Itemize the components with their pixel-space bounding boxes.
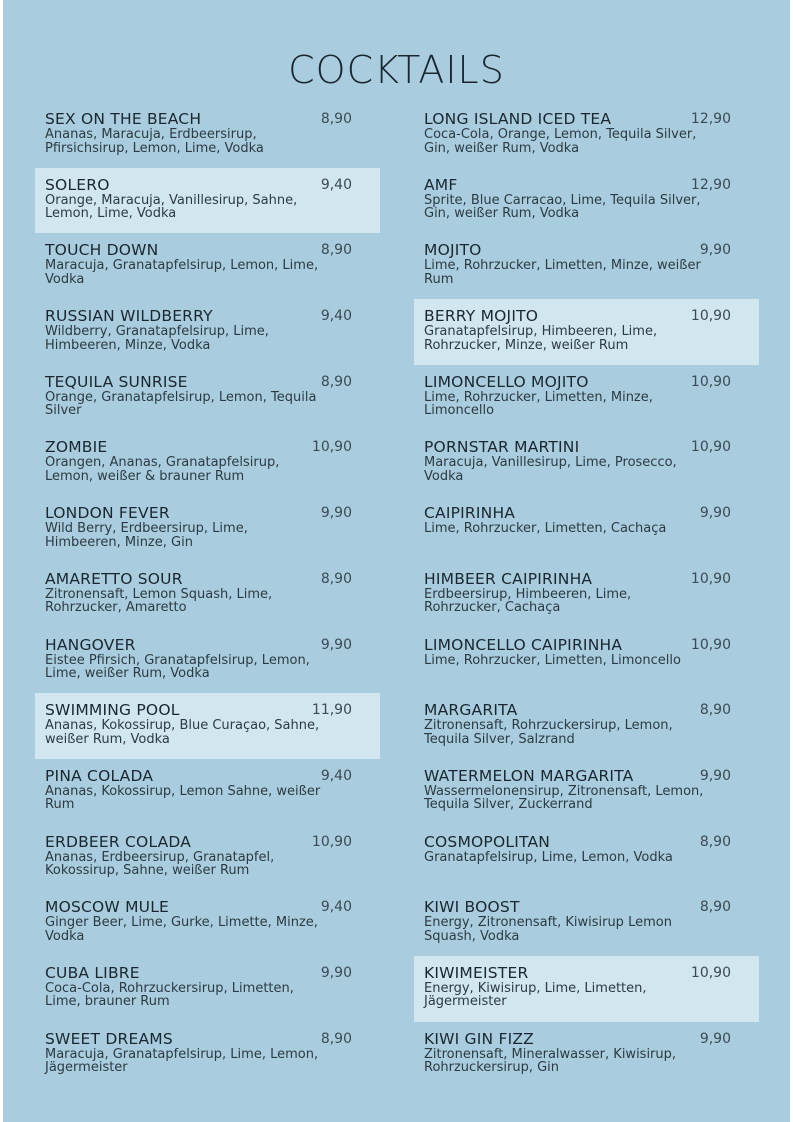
item-price: 12,90 xyxy=(690,176,731,193)
item-description: Coca-Cola, Orange, Lemon, Tequila Silver, Gin, weißer Rum, Vodka xyxy=(424,127,697,156)
menu-item xyxy=(35,825,380,891)
item-name: BERRY MOJITO xyxy=(424,307,539,326)
item-price: 9,90 xyxy=(699,767,731,784)
item-name: SWEET DREAMS xyxy=(45,1029,173,1048)
item-description: Sprite, Blue Carracao, Lime, Tequila Silver, Gin, weißer Rum, Vodka xyxy=(424,192,701,222)
left-column xyxy=(35,102,380,1087)
item-name: COSMOPOLITAN xyxy=(424,832,551,851)
item-description: Maracuja, Vanillesirup, Lime, Prosecco, Vodka xyxy=(424,455,677,484)
item-price: 10,90 xyxy=(690,570,731,587)
item-name: LIMONCELLO MOJITO xyxy=(424,372,589,391)
item-name: TEQUILA SUNRISE xyxy=(45,372,188,391)
item-price: 10,90 xyxy=(690,636,731,653)
item-description: Wildberry, Granatapfelsirup, Lime, Himbeeren, Minze, Vodka xyxy=(45,324,269,353)
item-description: Lime, Rohrzucker, Limetten, Limoncello xyxy=(424,652,681,668)
item-description: Lime, Rohrzucker, Limetten, Cachaça xyxy=(424,521,667,537)
item-description: Zitronensaft, Mineralwasser, Kiwisirup, Rohrzuckersirup, Gin xyxy=(424,1046,677,1076)
menu-item xyxy=(414,890,759,956)
item-price: 9,90 xyxy=(320,505,352,522)
menu-item xyxy=(414,693,759,759)
item-price: 9,40 xyxy=(320,767,352,784)
item-price: 10,90 xyxy=(690,439,731,456)
item-name: ERDBEER COLADA xyxy=(45,832,192,851)
menu-item xyxy=(414,825,759,891)
item-name: KIWI GIN FIZZ xyxy=(424,1029,534,1048)
item-price: 9,40 xyxy=(320,899,352,916)
item-description: Lime, Rohrzucker, Limetten, Minze, Limoncello xyxy=(424,389,653,419)
item-price: 9,90 xyxy=(320,964,352,981)
menu-item xyxy=(414,759,759,825)
item-price: 10,90 xyxy=(690,964,731,981)
item-description: Zitronensaft, Rohrzuckersirup, Lemon, Tequila Silver, Salzrand xyxy=(424,718,673,747)
menu-item xyxy=(35,628,380,694)
item-price: 9,90 xyxy=(699,1030,731,1047)
menu-item xyxy=(35,233,380,299)
item-description: Wassermelonensirup, Zitronensaft, Lemon, Tequila Silver, Zuckerrand xyxy=(424,783,704,813)
item-name: TOUCH DOWN xyxy=(45,241,159,260)
item-name: CAIPIRINHA xyxy=(424,504,516,523)
item-price: 8,90 xyxy=(320,1030,352,1047)
item-price: 9,90 xyxy=(320,636,352,653)
item-name: CUBA LIBRE xyxy=(45,963,140,982)
menu-item xyxy=(35,365,380,431)
item-name: SWIMMING POOL xyxy=(45,701,180,720)
item-description: Ginger Beer, Lime, Gurke, Limette, Minze, Vodka xyxy=(45,915,318,944)
item-description: Lime, Rohrzucker, Limetten, Minze, weißer Rum xyxy=(424,258,701,287)
item-name: HIMBEER CAIPIRINHA xyxy=(424,569,593,588)
item-name: LIMONCELLO CAIPIRINHA xyxy=(424,635,623,654)
item-name: KIWI BOOST xyxy=(424,898,520,917)
item-name: SOLERO xyxy=(45,175,110,194)
menu-item xyxy=(35,956,380,1022)
item-price: 8,90 xyxy=(699,702,731,719)
item-description: Maracuja, Granatapfelsirup, Lime, Lemon, Jägermeister xyxy=(45,1046,319,1076)
item-description: Granatapfelsirup, Lime, Lemon, Vodka xyxy=(424,849,673,865)
item-price: 8,90 xyxy=(320,373,352,390)
item-price: 9,90 xyxy=(699,242,731,259)
item-price: 10,90 xyxy=(311,439,352,456)
item-description: Maracuja, Granatapfelsirup, Lemon, Lime, Vodka xyxy=(45,258,319,287)
item-name: MOSCOW MULE xyxy=(45,898,170,917)
item-price: 8,90 xyxy=(320,242,352,259)
menu-item xyxy=(35,759,380,825)
menu-item xyxy=(414,956,759,1022)
item-price: 10,90 xyxy=(311,833,352,850)
item-description: Orange, Granatapfelsirup, Lemon, Tequila Silver xyxy=(45,389,317,419)
menu-item xyxy=(35,693,380,759)
menu-page xyxy=(3,0,790,1122)
item-name: AMF xyxy=(424,175,458,194)
item-description: Eistee Pfirsich, Granatapfelsirup, Lemon, Lime, weißer Rum, Vodka xyxy=(45,652,310,681)
page-title: COCKTAILS xyxy=(288,48,505,92)
menu-item xyxy=(35,890,380,956)
item-name: PINA COLADA xyxy=(45,766,154,785)
item-price: 8,90 xyxy=(699,833,731,850)
menu-item xyxy=(35,496,380,562)
menu-item xyxy=(414,1022,759,1088)
item-description: Granatapfelsirup, Himbeeren, Lime, Rohrzucker, Minze, weißer Rum xyxy=(424,324,658,353)
item-description: Ananas, Maracuja, Erdbeersirup, Pfirsichsirup, Lemon, Lime, Vodka xyxy=(45,127,264,156)
menu-item xyxy=(414,299,759,365)
item-description: Coca-Cola, Rohrzuckersirup, Limetten, Lime, brauner Rum xyxy=(45,980,294,1010)
item-description: Erdbeersirup, Himbeeren, Lime, Rohrzucker, Cachaça xyxy=(424,586,632,616)
item-price: 10,90 xyxy=(690,373,731,390)
item-price: 9,40 xyxy=(320,176,352,193)
item-description: Orange, Maracuja, Vanillesirup, Sahne, Lemon, Lime, Vodka xyxy=(45,192,298,222)
item-name: PORNSTAR MARTINI xyxy=(424,438,580,457)
menu-item xyxy=(35,562,380,628)
item-name: ZOMBIE xyxy=(45,438,108,457)
item-description: Ananas, Erdbeersirup, Granatapfel, Kokossirup, Sahne, weißer Rum xyxy=(45,849,275,879)
item-price: 9,90 xyxy=(699,505,731,522)
item-price: 9,40 xyxy=(320,308,352,325)
menu-item xyxy=(35,299,380,365)
menu-item xyxy=(35,168,380,234)
item-name: AMARETTO SOUR xyxy=(45,569,183,588)
menu-item xyxy=(414,168,759,234)
item-name: LONG ISLAND ICED TEA xyxy=(424,110,612,128)
menu-item xyxy=(414,496,759,562)
menu-item xyxy=(35,102,380,168)
menu-item xyxy=(414,430,759,496)
menu-item xyxy=(414,562,759,628)
item-price: 8,90 xyxy=(699,899,731,916)
item-name: LONDON FEVER xyxy=(45,504,170,523)
item-price: 11,90 xyxy=(311,702,352,719)
item-description: Zitronensaft, Lemon Squash, Lime, Rohrzucker, Amaretto xyxy=(45,586,273,616)
menu-item xyxy=(414,102,759,168)
item-name: MOJITO xyxy=(424,241,482,260)
item-description: Wild Berry, Erdbeersirup, Lime, Himbeeren, Minze, Gin xyxy=(45,521,248,550)
right-column xyxy=(414,102,759,1087)
item-name: KIWIMEISTER xyxy=(424,963,529,982)
item-description: Ananas, Kokossirup, Lemon Sahne, weißer Rum xyxy=(45,783,321,813)
item-name: WATERMELON MARGARITA xyxy=(424,766,634,785)
item-description: Energy, Kiwisirup, Lime, Limetten, Jägermeister xyxy=(424,980,647,1010)
item-description: Orangen, Ananas, Granatapfelsirup, Lemon, weißer & brauner Rum xyxy=(45,455,280,484)
item-name: HANGOVER xyxy=(45,635,136,654)
item-name: MARGARITA xyxy=(424,701,518,720)
menu-item xyxy=(414,233,759,299)
item-price: 12,90 xyxy=(690,111,731,127)
item-name: SEX ON THE BEACH xyxy=(45,110,202,128)
item-price: 10,90 xyxy=(690,308,731,325)
menu-item xyxy=(35,1022,380,1088)
item-description: Energy, Zitronensaft, Kiwisirup Lemon Squash, Vodka xyxy=(424,915,672,944)
menu-item xyxy=(414,628,759,694)
item-description: Ananas, Kokossirup, Blue Curaçao, Sahne, weißer Rum, Vodka xyxy=(45,718,320,747)
menu-item xyxy=(35,430,380,496)
menu-item xyxy=(414,365,759,431)
item-price: 8,90 xyxy=(320,570,352,587)
item-price: 8,90 xyxy=(320,111,352,127)
item-name: RUSSIAN WILDBERRY xyxy=(45,307,213,326)
